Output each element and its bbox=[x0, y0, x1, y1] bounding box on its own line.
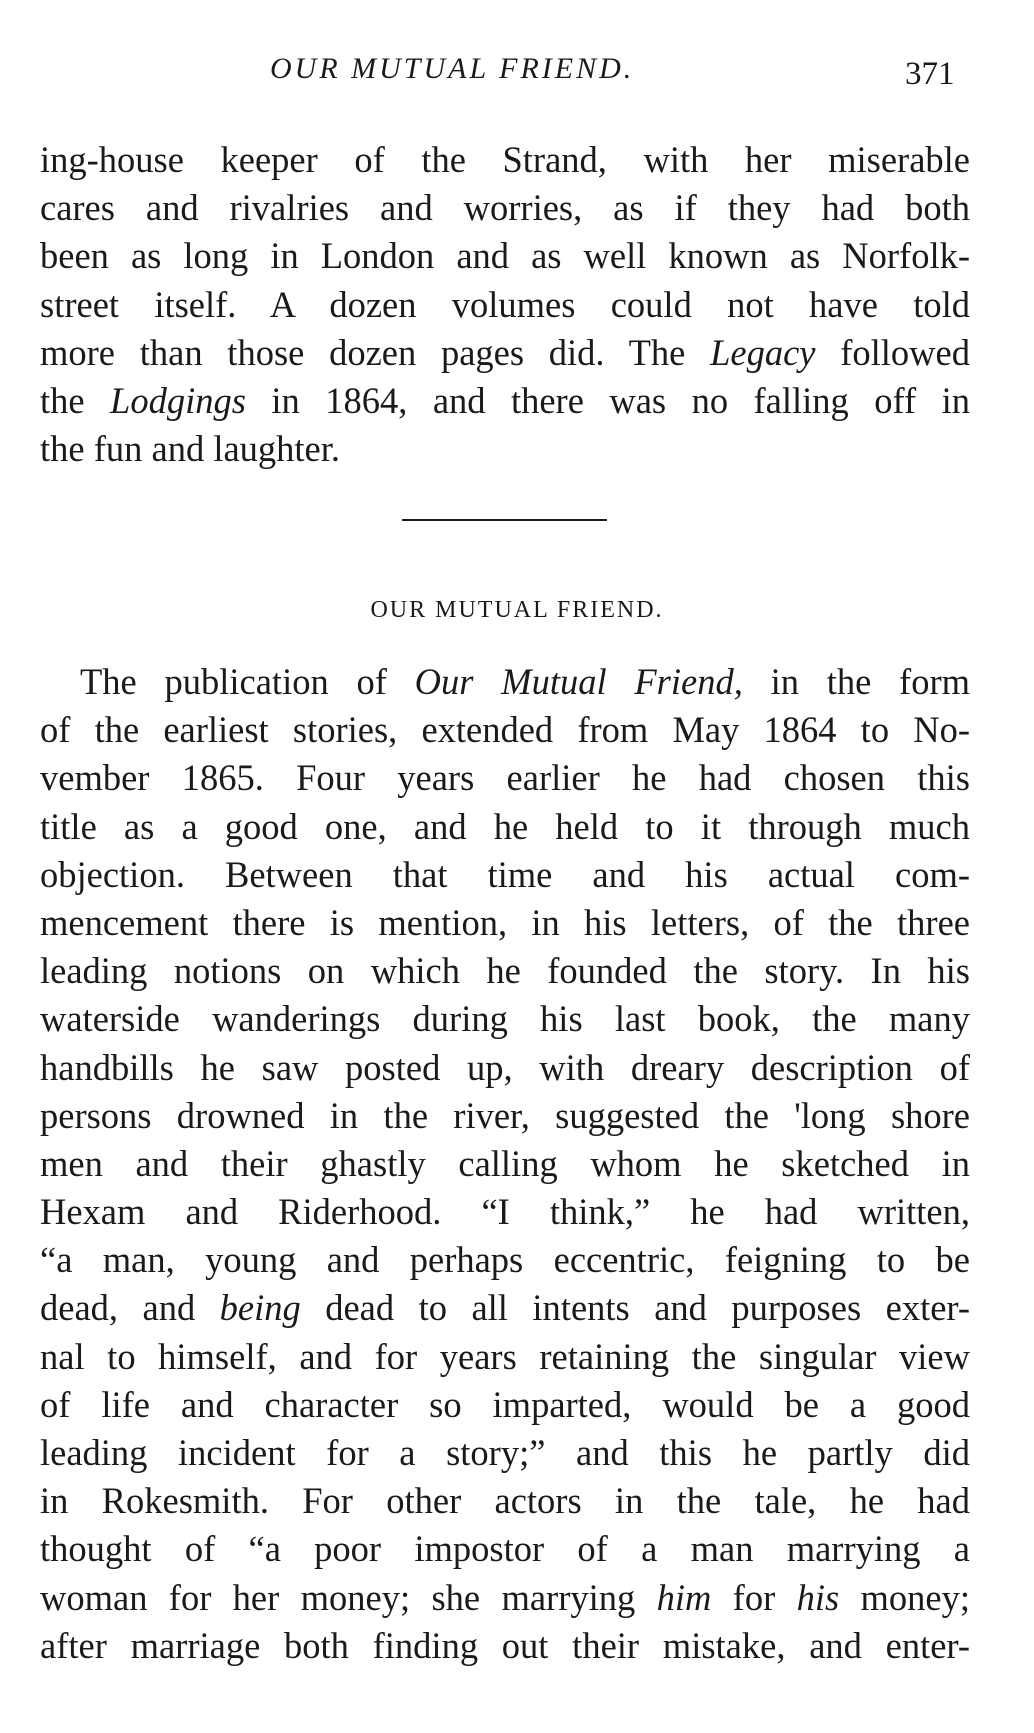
running-title: OUR MUTUAL FRIEND. bbox=[270, 52, 635, 85]
text-run: ing-house keeper of the Strand, with her miserable bbox=[40, 139, 970, 180]
text-line bbox=[40, 1092, 970, 1140]
text-run: after marriage both finding out their mistake, and enter- bbox=[40, 1624, 970, 1666]
text-run: nal to himself, and for years retaining the singular view bbox=[40, 1335, 970, 1377]
text-run: the bbox=[40, 379, 111, 421]
text-run: street itself. A dozen volumes could not have told bbox=[40, 283, 970, 325]
text-line bbox=[40, 851, 970, 899]
section-paragraph bbox=[40, 658, 970, 1670]
section-heading: OUR MUTUAL FRIEND. bbox=[370, 597, 664, 623]
text-line bbox=[40, 1429, 970, 1477]
text-run: woman for her money; she marrying bbox=[40, 1576, 657, 1618]
section-divider bbox=[402, 519, 607, 521]
italic-text: Lodgings bbox=[110, 379, 246, 421]
text-line bbox=[40, 754, 970, 802]
text-line bbox=[40, 995, 970, 1043]
text-run: of the earliest stories, extended from May 1864 to No- bbox=[40, 709, 970, 751]
text-line bbox=[40, 899, 970, 947]
text-line bbox=[40, 1236, 970, 1284]
text-run: handbills he saw posted up, with dreary description of bbox=[40, 1046, 970, 1088]
text-run: thought of “a poor impostor of a man marrying a bbox=[40, 1528, 970, 1570]
text-run: waterside wanderings during his last book, the many bbox=[40, 998, 970, 1040]
text-run: leading notions on which he founded the story. In his bbox=[40, 950, 970, 992]
text-line bbox=[40, 281, 970, 329]
text-run: “a man, young and perhaps eccentric, feigning to be bbox=[40, 1239, 970, 1281]
text-run: objection. Between that time and his actual com- bbox=[40, 853, 970, 895]
text-line bbox=[40, 1574, 970, 1622]
text-line bbox=[40, 1333, 970, 1381]
italic-text: his bbox=[796, 1576, 840, 1618]
text-run: for bbox=[711, 1576, 797, 1618]
text-run: of life and character so imparted, would be a good bbox=[40, 1383, 970, 1425]
text-line bbox=[40, 1140, 970, 1188]
text-run: in Rokesmith. For other actors in the tale, he had bbox=[40, 1480, 970, 1522]
text-line bbox=[40, 1525, 970, 1573]
text-run: dead, and bbox=[40, 1287, 220, 1329]
text-line bbox=[40, 232, 970, 280]
text-line bbox=[40, 1044, 970, 1092]
text-line bbox=[40, 1188, 970, 1236]
text-run: more than those dozen pages did. The bbox=[40, 331, 711, 373]
text-line bbox=[40, 377, 970, 425]
text-run: men and their ghastly calling whom he sketched in bbox=[40, 1142, 970, 1184]
text-line bbox=[40, 184, 970, 232]
text-run: vember 1865. Four years earlier he had chosen this bbox=[40, 757, 970, 799]
page-number: 371 bbox=[905, 56, 955, 92]
text-run: mencement there is mention, in his letters, of the three bbox=[40, 901, 970, 943]
text-run: money; bbox=[839, 1576, 971, 1618]
text-run: dead to all intents and purposes exter- bbox=[300, 1287, 970, 1329]
text-line bbox=[40, 1284, 970, 1332]
text-run: persons drowned in the river, suggested the 'long shore bbox=[40, 1094, 970, 1136]
italic-text: being bbox=[219, 1287, 301, 1329]
italic-text: Our Mutual Friend, bbox=[414, 661, 743, 702]
text-run: title as a good one, and he held to it through much bbox=[40, 805, 970, 847]
text-run: in the form bbox=[742, 661, 970, 702]
text-run: The publication of bbox=[80, 661, 415, 702]
text-run: leading incident for a story;” and this he partly did bbox=[40, 1432, 970, 1473]
text-line bbox=[40, 1622, 970, 1670]
text-line bbox=[40, 658, 970, 706]
text-line bbox=[40, 1381, 970, 1429]
text-run: been as long in London and as well known as Norfolk- bbox=[40, 235, 970, 277]
text-line bbox=[40, 706, 970, 754]
text-line bbox=[40, 803, 970, 851]
preceding-paragraph bbox=[40, 136, 970, 473]
text-run: in 1864, and there was no falling off in bbox=[245, 379, 970, 421]
text-run: the fun and laughter. bbox=[40, 428, 341, 470]
text-run: Hexam and Riderhood. “I think,” he had written, bbox=[40, 1191, 970, 1233]
text-run: followed bbox=[815, 331, 970, 373]
italic-text: him bbox=[656, 1576, 712, 1618]
italic-text: Legacy bbox=[710, 331, 816, 373]
text-line bbox=[40, 1477, 970, 1525]
text-line bbox=[40, 329, 970, 377]
text-line bbox=[40, 425, 970, 473]
text-run: cares and rivalries and worries, as if they had both bbox=[40, 187, 970, 229]
text-line bbox=[40, 136, 970, 184]
text-line bbox=[40, 947, 970, 995]
running-head bbox=[0, 52, 1034, 92]
